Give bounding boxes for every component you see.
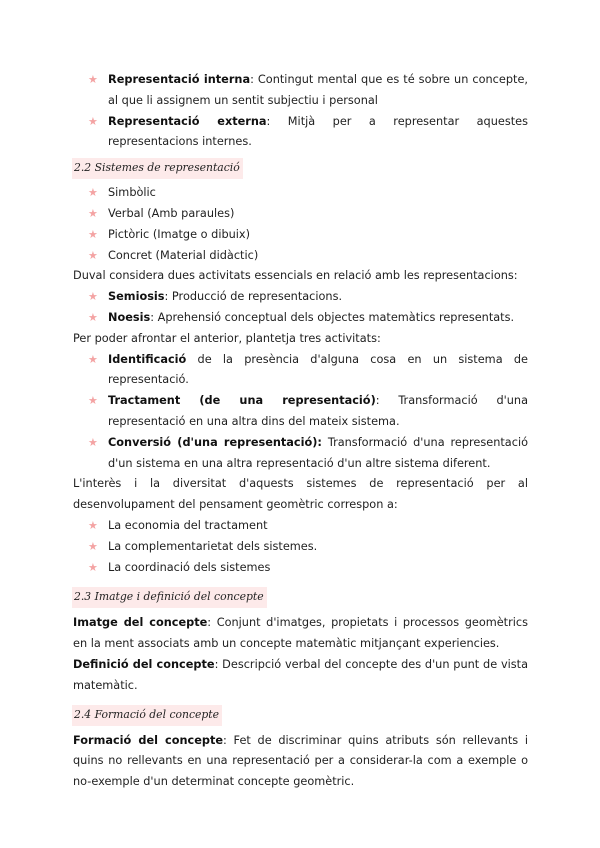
term: Representació interna	[108, 73, 251, 86]
list-item: ★ Simbòlic	[73, 183, 528, 204]
star-bullet-icon: ★	[88, 518, 98, 532]
list-item: ★ Pictòric (Imatge o dibuix)	[73, 225, 528, 246]
list-item: ★ La coordinació dels sistemes	[73, 558, 528, 579]
star-bullet-icon: ★	[88, 560, 98, 574]
list-item	[73, 112, 528, 154]
star-bullet-icon: ★	[88, 114, 98, 128]
star-bullet-icon: ★	[88, 206, 98, 220]
star-bullet-icon: ★	[88, 394, 98, 408]
section-heading: 2.4 Formació del concepte	[72, 705, 222, 726]
list-item: ★ La complementarietat dels sistemes.	[73, 537, 528, 558]
list-item: ★ La economia del tractament	[73, 516, 528, 537]
star-bullet-icon: ★	[88, 290, 98, 304]
star-bullet-icon: ★	[88, 310, 98, 324]
section-heading-wrapper	[73, 158, 528, 178]
term: Representació externa	[108, 114, 267, 128]
definition: : Mitjà per a representar aquestes representacions internes.	[108, 114, 528, 149]
paragraph: Definició del concepte: Descripció verbal del concepte des d'un punt de vista matemàtic.	[73, 657, 529, 692]
paragraph: Duval considera dues activitats essencials en relació amb les representacions:	[73, 269, 518, 283]
list-item: ★ Identificació de la presència d'alguna cosa en un sistema de representació.	[73, 350, 528, 392]
interest-list	[73, 516, 528, 578]
list-item: ★ Noesis: Aprehensió conceptual dels objectes matemàtics representats.	[73, 308, 528, 329]
star-bullet-icon: ★	[88, 352, 98, 366]
section-heading-wrapper	[73, 587, 528, 607]
representation-list	[73, 70, 528, 153]
systems-list	[73, 183, 528, 266]
paragraph: Per poder afrontar el anterior, plantetja tres activitats:	[73, 331, 381, 345]
paragraph: L'interès i la diversitat d'aquests sistemes de representació per al desenvolupament del pensament geomètric correspon a:	[73, 477, 528, 512]
list-item: ★ Verbal (Amb paraules)	[73, 204, 528, 225]
list-item: ★ Conversió (d'una representació): Transformació d'una representació d'un sistema en una altra representació d'un altre sistema diferent.	[73, 433, 528, 475]
star-bullet-icon: ★	[88, 227, 98, 241]
section-heading: 2.2 Sistemes de representació	[72, 158, 243, 179]
list-item	[73, 70, 528, 112]
three-activities-list	[73, 350, 528, 475]
star-bullet-icon: ★	[88, 186, 98, 200]
document-page	[73, 70, 528, 793]
activities-list	[73, 287, 528, 329]
star-bullet-icon: ★	[88, 248, 98, 262]
definition: : Contingut mental que es té sobre un concepte, al que li assignem un sentit subjectiu i personal	[108, 73, 528, 107]
list-item: ★ Semiosis: Producció de representacions.	[73, 287, 528, 308]
star-bullet-icon: ★	[88, 539, 98, 553]
list-item: ★ Concret (Material didàctic)	[73, 246, 528, 267]
paragraph: Formació del concepte: Fet de discriminar quins atributs són rellevants i quins no rellevants en una representació per a considerar-la com a exemple o no-exemple d'un determinat concepte geomètric.	[73, 733, 528, 789]
list-item: ★ Tractament (de una representació): Transformació d'una representació en una altra dins del mateix sistema.	[73, 391, 528, 433]
paragraph: Imatge del concepte: Conjunt d'imatges, propietats i processos geomètrics en la ment associats amb un concepte matemàtic mitjançant experiencies.	[73, 616, 528, 651]
star-bullet-icon: ★	[88, 73, 98, 86]
section-heading: 2.3 Imatge i definició del concepte	[72, 587, 267, 608]
section-heading-wrapper	[73, 705, 528, 725]
star-bullet-icon: ★	[88, 435, 98, 449]
